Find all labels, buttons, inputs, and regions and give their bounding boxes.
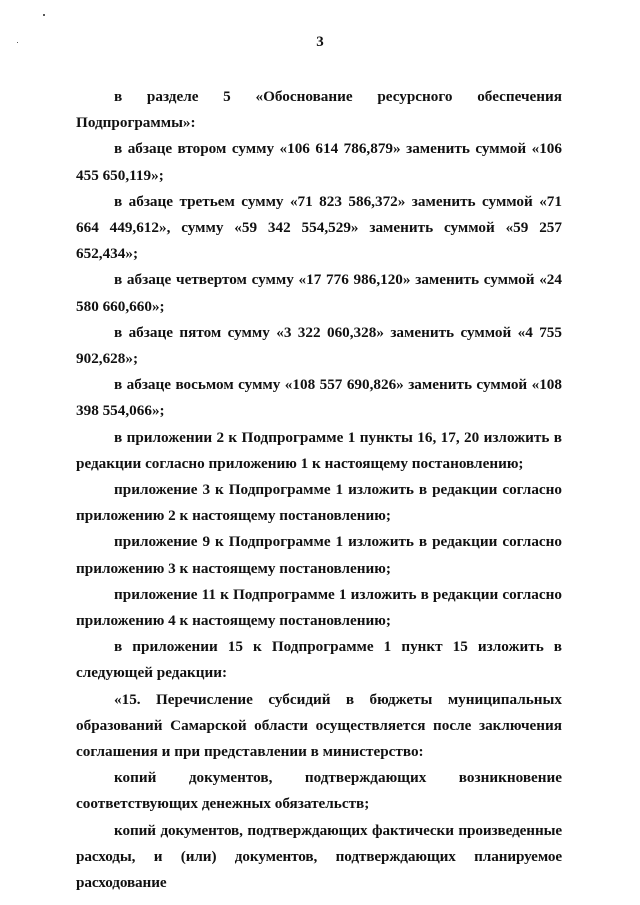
paragraph-fifth-abzac: в абзаце пятом сумму «3 322 060,328» заменить суммой «4 755 902,628»;	[76, 323, 562, 368]
paragraph-appendix-3: приложение 3 к Подпрограмме 1 изложить в редакции согласно приложению 2 к настоящему постановлению;	[76, 481, 562, 525]
paragraph-eighth-abzac: в абзаце восьмом сумму «108 557 690,826» заменить суммой «108 398 554,066»;	[76, 376, 562, 420]
paragraph-item-15: «15. Перечисление субсидий в бюджеты муниципальных образований Самарской области осуществляется после заключения соглашения и при представлении в министерство:	[76, 690, 562, 761]
paragraph-second-abzac: в абзаце втором сумму «106 614 786,879» заменить суммой «106 455 650,119»;	[76, 140, 562, 184]
document-body	[76, 84, 562, 896]
paragraph-appendix-15: в приложении 15 к Подпрограмме 1 пункт 15 изложить в следующей редакции:	[76, 638, 562, 682]
paragraph-section-5-heading: в разделе 5 «Обоснование ресурсного обеспечения Подпрограммы»:	[76, 88, 562, 132]
paragraph-appendix-9: приложение 9 к Подпрограмме 1 изложить в редакции согласно приложению 3 к настоящему постановлению;	[76, 533, 562, 577]
paragraph-copies-expenses: копий документов, подтверждающих фактически произведенные расходы, и (или) документов, подтверждающих планируемое расходование	[76, 821, 562, 892]
paragraph-third-abzac: в абзаце третьем сумму «71 823 586,372» заменить суммой «71 664 449,612», сумму «59 342 554,529» заменить суммой «59 257 652,434»;	[76, 192, 562, 263]
paragraph-appendix-2: в приложении 2 к Подпрограмме 1 пункты 16, 17, 20 изложить в редакции согласно приложению 1 к настоящему постановлению;	[76, 428, 562, 472]
page-number: 3	[316, 34, 324, 50]
paragraph-fourth-abzac: в абзаце четвертом сумму «17 776 986,120» заменить суммой «24 580 660,660»;	[76, 271, 562, 315]
paragraph-copies-obligations: копий документов, подтверждающих возникновение соответствующих денежных обязательств;	[76, 769, 562, 813]
paragraph-appendix-11: приложение 11 к Подпрограмме 1 изложить в редакции согласно приложению 4 к настоящему постановлению;	[76, 585, 562, 630]
scan-speck	[43, 14, 45, 16]
